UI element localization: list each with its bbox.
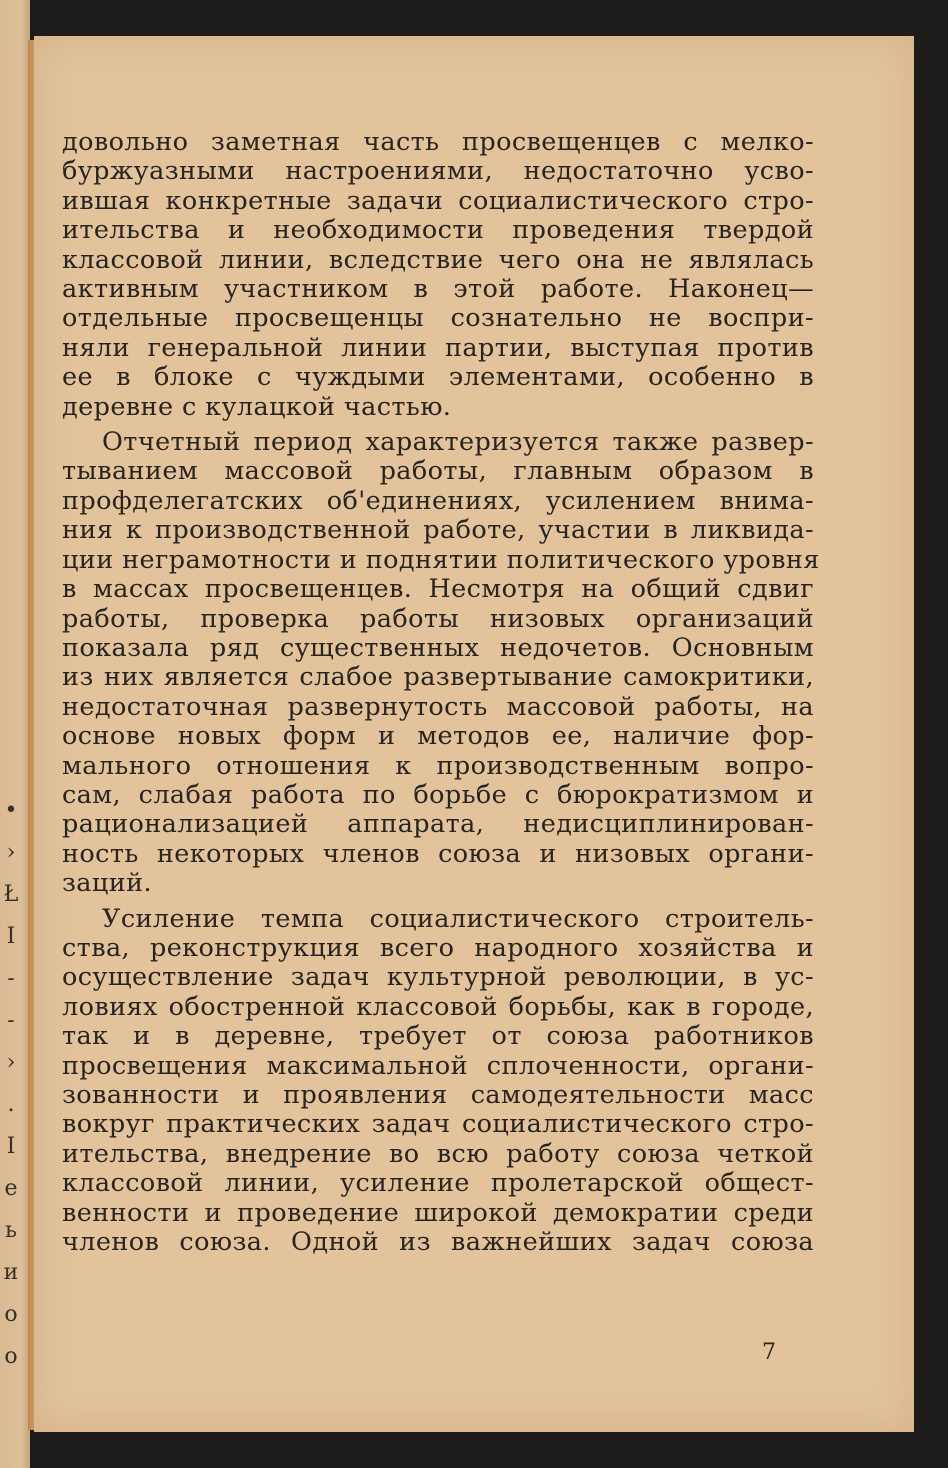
- page-text: [62, 127, 820, 1258]
- margin-fragment: І: [6, 1134, 16, 1159]
- text-line: осуществление задач культурной революции, в ус-: [62, 962, 814, 993]
- margin-fragment: ›: [6, 840, 16, 865]
- text-line: венности и проведение широкой демократии среди: [62, 1197, 814, 1228]
- margin-fragment: Ł: [3, 882, 19, 907]
- margin-fragment: •: [4, 798, 18, 823]
- margin-fragment: .: [7, 1092, 15, 1117]
- text-line: ность некоторых членов союза и низовых органи-: [62, 838, 814, 869]
- text-line: буржуазными настроениями, недостаточно усво-: [62, 156, 814, 187]
- text-line: мального отношения к производственным вопро-: [62, 750, 814, 781]
- text-line: ции неграмотности и поднятии политического уровня: [62, 544, 820, 575]
- text-line: деревне с кулацкой частью.: [62, 391, 452, 422]
- text-line: ее в блоке с чуждыми элементами, особенно в: [62, 362, 814, 393]
- text-line: ния к производственной работе, участии в ликвида-: [62, 515, 814, 546]
- text-line: ительства и необходимости проведения твердой: [62, 215, 814, 246]
- margin-fragment: ›: [6, 1050, 16, 1075]
- text-line: активным участником в этой работе. Наконец—: [62, 274, 814, 305]
- text-line: отдельные просвещенцы сознательно не воспри-: [62, 303, 814, 334]
- text-line: так и в деревне, требует от союза работников: [62, 1021, 814, 1052]
- text-line: заций.: [62, 868, 153, 899]
- text-line: классовой линии, усиление пролетарской общест-: [62, 1168, 814, 1199]
- text-line: довольно заметная часть просвещенцев с мелко-: [62, 127, 814, 157]
- text-line: просвещения максимальной сплоченности, органи-: [62, 1050, 814, 1081]
- text-line: работы, проверка работы низовых организаций: [62, 603, 814, 634]
- text-line: ства, реконструкция всего народного хозяйства и: [62, 932, 814, 963]
- margin-fragment: -: [7, 1008, 15, 1033]
- text-line: сам, слабая работа по борьбе с бюрократизмом и: [62, 779, 814, 810]
- margin-fragment: -: [7, 966, 15, 991]
- text-line: классовой линии, вследствие чего она не являлась: [62, 244, 814, 275]
- text-line: Усиление темпа социалистического строитель-: [102, 903, 814, 934]
- text-line: тыванием массовой работы, главным образом в: [62, 456, 814, 487]
- margin-fragment: І: [6, 924, 16, 949]
- text-line: няли генеральной линии партии, выступая против: [62, 332, 814, 363]
- text-line: основе новых форм и методов ее, наличие фор-: [62, 721, 814, 752]
- text-line: вокруг практических задач социалистического стро-: [62, 1109, 814, 1140]
- margin-fragment: е: [4, 1176, 18, 1201]
- text-line: членов союза. Одной из важнейших задач союза: [62, 1227, 814, 1258]
- text-line: ившая конкретные задачи социалистического стро-: [62, 185, 814, 216]
- text-line: Отчетный период характеризуется также развер-: [102, 427, 814, 458]
- margin-fragment: о: [4, 1344, 18, 1369]
- text-line: рационализацией аппарата, недисциплинирован-: [62, 809, 814, 840]
- previous-page-margin-fragments: [0, 790, 22, 1378]
- margin-fragment: и: [3, 1260, 19, 1285]
- margin-fragment: ь: [5, 1218, 17, 1243]
- text-line: в массах просвещенцев. Несмотря на общий сдвиг: [62, 574, 814, 605]
- text-line: показала ряд существенных недочетов. Основным: [62, 632, 814, 663]
- text-line: ительства, внедрение во всю работу союза четкой: [62, 1138, 814, 1169]
- text-line: зованности и проявления самодеятельности масс: [62, 1080, 814, 1110]
- text-line: из них является слабое развертывание самокритики,: [62, 662, 814, 693]
- page-number: 7: [762, 1340, 776, 1365]
- text-line: недостаточная развернутость массовой работы, на: [62, 691, 814, 722]
- text-line: профделегатских об'единениях, усилением внима-: [62, 485, 814, 516]
- text-line: ловиях обостренной классовой борьбы, как в городе,: [62, 991, 814, 1022]
- margin-fragment: о: [4, 1302, 18, 1327]
- previous-page-edge: [0, 0, 30, 1468]
